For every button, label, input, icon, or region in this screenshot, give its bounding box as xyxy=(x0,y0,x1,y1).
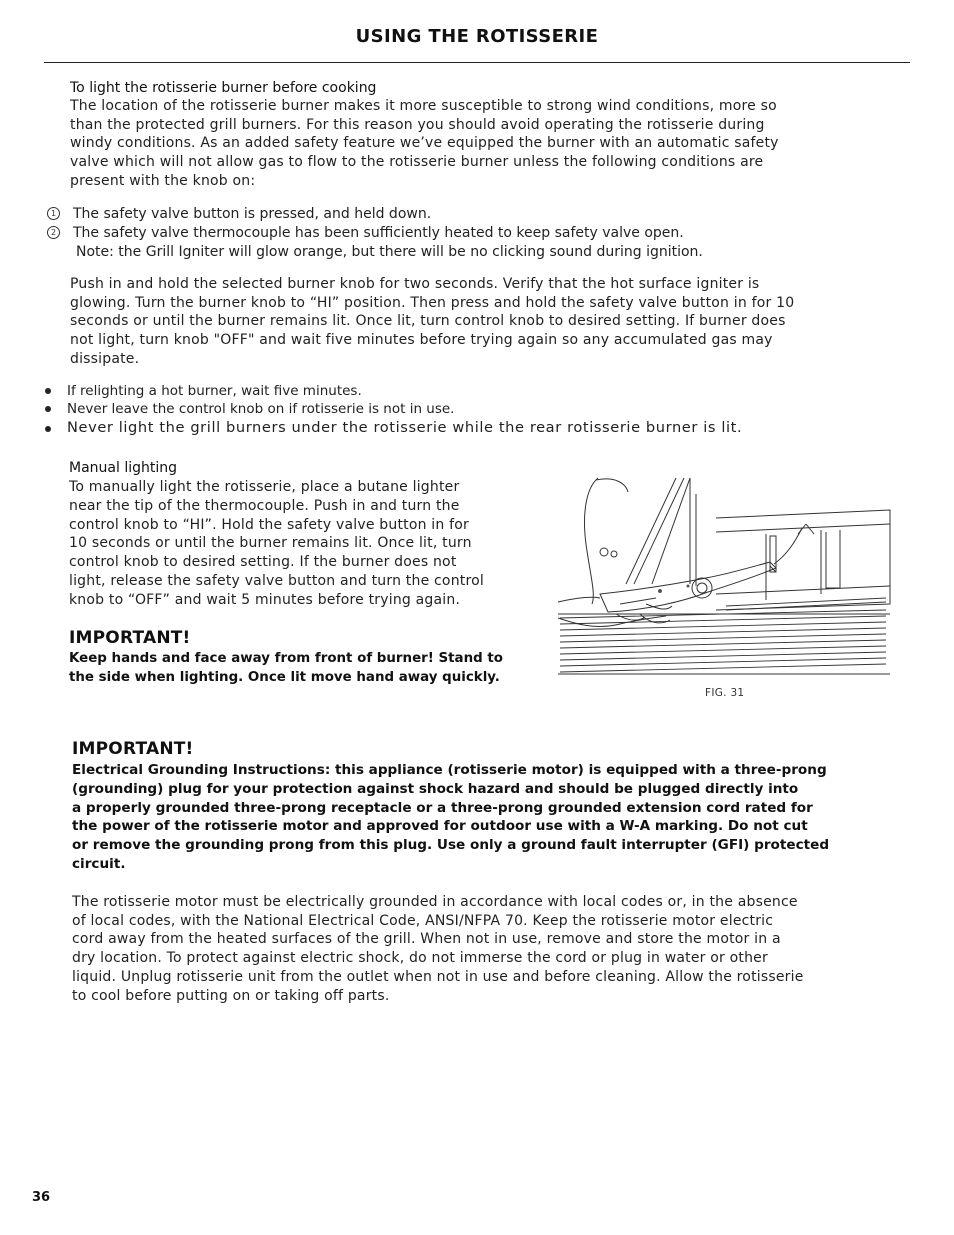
paragraph-line: control knob to desired setting. If the burner does not xyxy=(69,554,457,571)
page-number: 36 xyxy=(32,1190,51,1205)
header-divider xyxy=(44,62,910,63)
important-heading: IMPORTANT! xyxy=(72,739,194,759)
paragraph-line: liquid. Unplug rotisserie unit from the outlet when not in use and before cleaning. Allow the rotisserie xyxy=(72,968,804,985)
figure-caption: FIG. 31 xyxy=(705,687,745,699)
paragraph-line: knob to “OFF” and wait 5 minutes before trying again. xyxy=(69,591,461,608)
manual-paragraph xyxy=(69,478,484,610)
paragraph-line: cord away from the heated surfaces of the grill. When not in use, remove and store the motor in a xyxy=(72,931,781,948)
bullet-dot xyxy=(45,388,51,394)
list-item: The safety valve button is pressed, and held down. xyxy=(73,206,432,222)
warning-line: the side when lighting. Once lit move hand away quickly. xyxy=(69,669,500,685)
number-marker: 2 xyxy=(47,226,60,239)
list-item: The safety valve thermocouple has been sufficiently heated to keep safety valve open. xyxy=(73,225,684,241)
warning-line: Electrical Grounding Instructions: this appliance (rotisserie motor) is equipped with a three-prong xyxy=(72,762,827,778)
list-item: If relighting a hot burner, wait five minutes. xyxy=(67,383,362,399)
section-heading-light-before: To light the rotisserie burner before cooking xyxy=(70,80,377,96)
warning-line: or remove the grounding prong from this plug. Use only a ground fault interrupter (GFI) protected xyxy=(72,837,830,854)
paragraph-line: than the protected grill burners. For this reason you should avoid operating the rotisserie during xyxy=(70,116,765,133)
paragraph-line: dry location. To protect against electric shock, do not immerse the cord or plug in water or other xyxy=(72,950,768,967)
paragraph-line: The rotisserie motor must be electrically grounded in accordance with local codes or, in the absence xyxy=(72,894,798,910)
warning-line: circuit. xyxy=(72,855,126,872)
light-before-paragraph xyxy=(70,97,779,191)
important-warning xyxy=(69,650,503,688)
grill-lighter-illustration xyxy=(556,474,892,678)
grounding-paragraph xyxy=(72,893,804,1005)
paragraph-line: seconds or until the burner remains lit. Once lit, turn control knob to desired setting. If burner does xyxy=(70,313,786,330)
note-text: Note: the Grill Igniter will glow orange, but there will be no clicking sound during ignition. xyxy=(76,244,703,260)
bullet-dot xyxy=(45,426,51,432)
paragraph-line: windy conditions. As an added safety feature we’ve equipped the burner with an automatic safety xyxy=(70,135,779,152)
paragraph-line: 10 seconds or until the burner remains lit. Once lit, turn xyxy=(69,535,472,552)
paragraph-line: glowing. Turn the burner knob to “HI” position. Then press and hold the safety valve button in for 10 xyxy=(70,294,795,311)
paragraph-line: valve which will not allow gas to flow to the rotisserie burner unless the following conditions are xyxy=(70,154,764,171)
warning-line: Keep hands and face away from front of burner! Stand to xyxy=(69,651,503,666)
list-item: Never leave the control knob on if rotisserie is not in use. xyxy=(67,401,455,417)
warning-line: (grounding) plug for your protection against shock hazard and should be plugged directly into xyxy=(72,780,799,797)
paragraph-line: of local codes, with the National Electrical Code, ANSI/NFPA 70. Keep the rotisserie motor electric xyxy=(72,912,774,929)
paragraph-line: Push in and hold the selected burner knob for two seconds. Verify that the hot surface igniter is xyxy=(70,276,760,292)
paragraph-line: light, release the safety valve button and turn the control xyxy=(69,572,484,589)
paragraph-line: to cool before putting on or taking off parts. xyxy=(72,987,390,1004)
paragraph-line: present with the knob on: xyxy=(70,172,256,189)
paragraph-line: not light, turn knob "OFF" and wait five minutes before trying again so any accumulated gas may xyxy=(70,332,773,349)
list-item: Never light the grill burners under the rotisserie while the rear rotisserie burner is lit. xyxy=(67,419,743,436)
paragraph-line: The location of the rotisserie burner makes it more susceptible to strong wind conditions, more so xyxy=(70,98,777,114)
paragraph-line: control knob to “HI”. Hold the safety valve button in for xyxy=(69,516,469,533)
warning-line: the power of the rotisserie motor and approved for outdoor use with a W-A marking. Do not cut xyxy=(72,818,808,835)
grounding-warning xyxy=(72,761,829,874)
push-paragraph xyxy=(70,275,794,369)
paragraph-line: near the tip of the thermocouple. Push in and turn the xyxy=(69,497,460,514)
section-heading-manual: Manual lighting xyxy=(69,460,178,476)
important-heading: IMPORTANT! xyxy=(69,628,191,648)
paragraph-line: To manually light the rotisserie, place a butane lighter xyxy=(69,479,460,495)
number-marker: 1 xyxy=(47,207,60,220)
warning-line: a properly grounded three-prong receptacle or a three-prong grounded extension cord rated for xyxy=(72,799,813,816)
bullet-dot xyxy=(45,406,51,412)
paragraph-line: dissipate. xyxy=(70,350,140,367)
page-title: USING THE ROTISSERIE xyxy=(355,26,599,47)
